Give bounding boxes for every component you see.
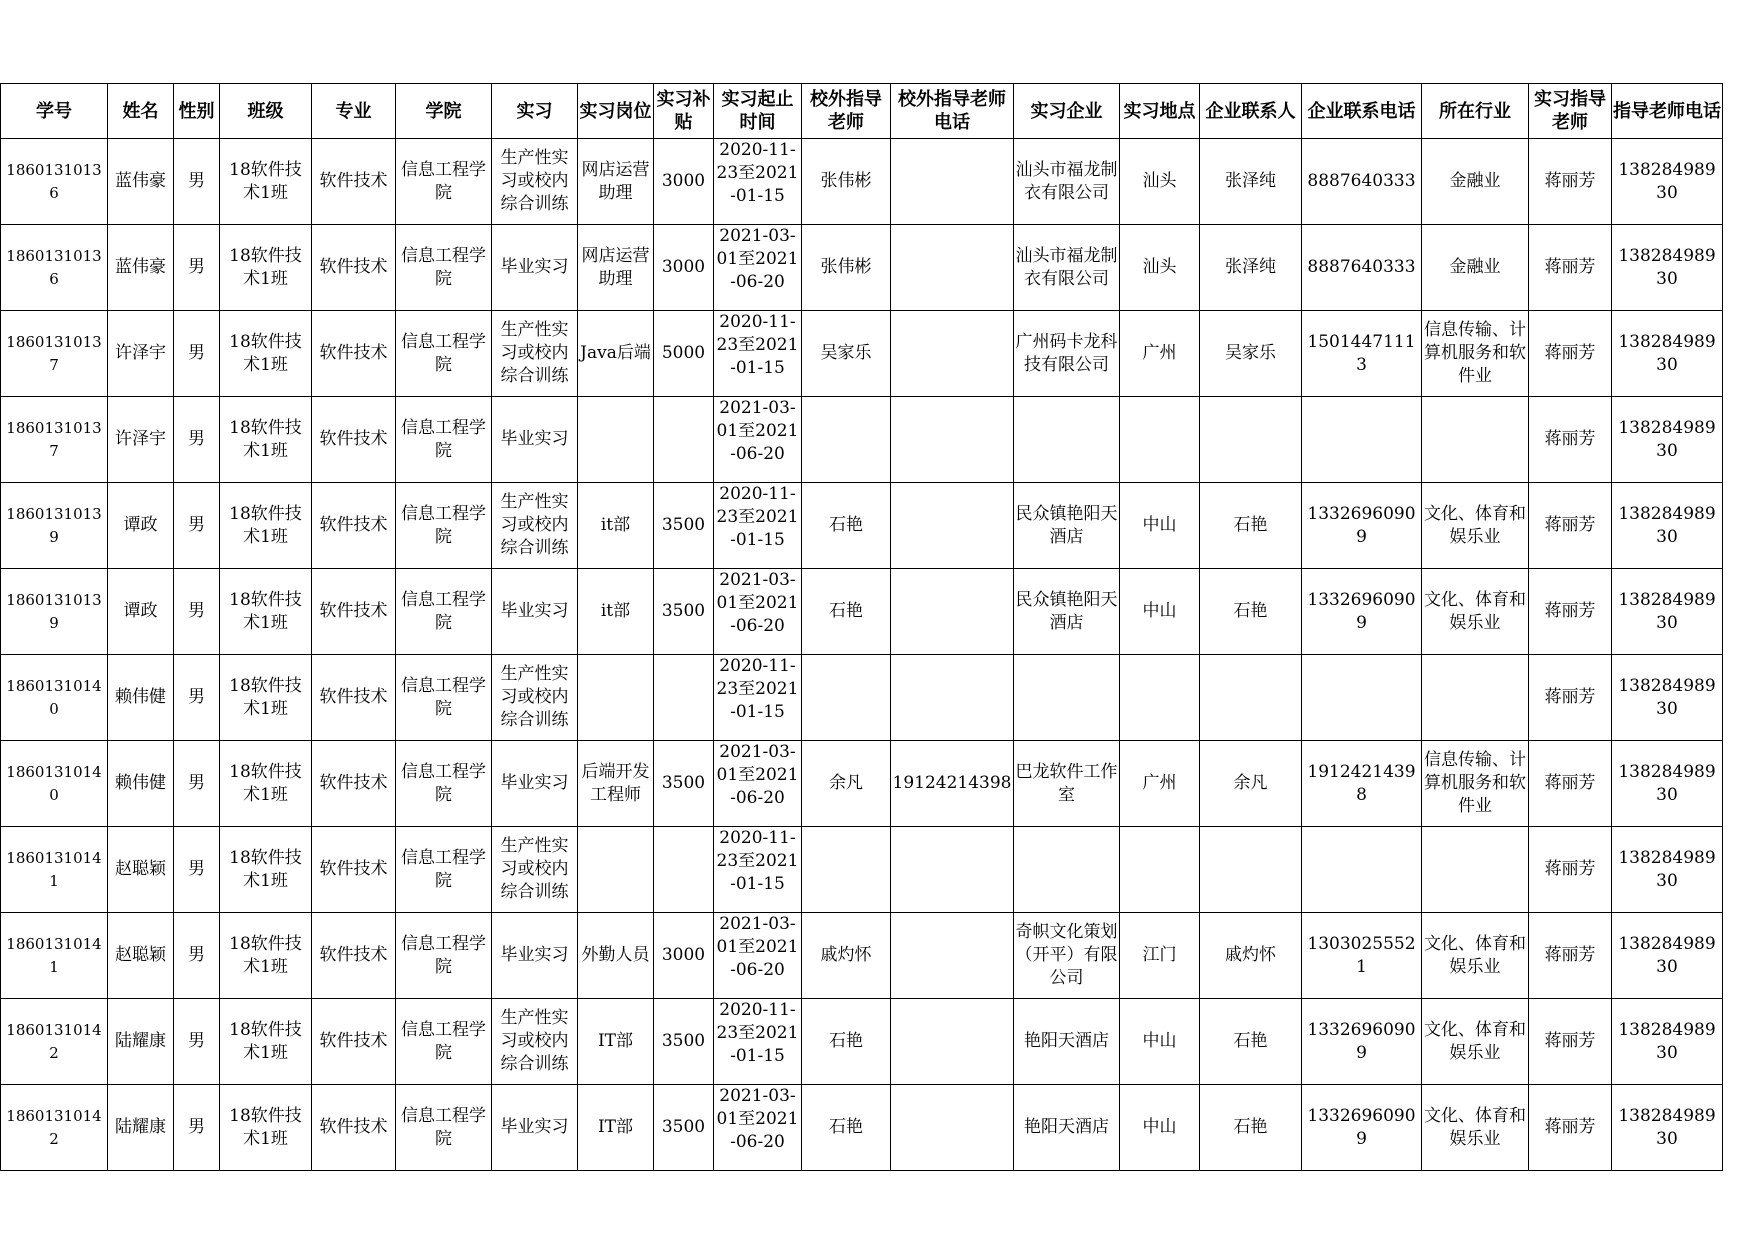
cell-external-advisor: 余凡: [802, 741, 891, 827]
cell-external-advisor-phone: [891, 655, 1014, 741]
cell-class: 18软件技术1班: [220, 569, 312, 655]
cell-gender: 男: [174, 569, 220, 655]
cell-class: 18软件技术1班: [220, 827, 312, 913]
cell-external-advisor-phone: [891, 913, 1014, 999]
cell-class: 18软件技术1班: [220, 999, 312, 1085]
cell-company-contact: [1200, 655, 1302, 741]
header-row: [1, 84, 1723, 139]
cell-class: 18软件技术1班: [220, 483, 312, 569]
cell-gender: 男: [174, 1085, 220, 1171]
cell-major: 软件技术: [312, 569, 396, 655]
cell-position: 外勤人员: [578, 913, 654, 999]
cell-allowance: 5000: [654, 311, 714, 397]
cell-date-range: [714, 569, 802, 655]
table-body: [1, 139, 1723, 1171]
cell-date-range: [714, 397, 802, 483]
cell-company-phone: 13326960909: [1302, 569, 1422, 655]
cell-class: 18软件技术1班: [220, 311, 312, 397]
cell-internship-type: 毕业实习: [492, 225, 578, 311]
cell-major: 软件技术: [312, 225, 396, 311]
cell-location: [1120, 827, 1200, 913]
header-industry: 所在行业: [1422, 84, 1529, 139]
cell-company: [1014, 397, 1120, 483]
cell-gender: 男: [174, 483, 220, 569]
cell-location: 中山: [1120, 999, 1200, 1085]
cell-class: 18软件技术1班: [220, 397, 312, 483]
date-range-text: 2020-11-23至2021-01-15: [716, 828, 799, 894]
cell-internship-type: 毕业实习: [492, 397, 578, 483]
cell-location: 广州: [1120, 741, 1200, 827]
cell-college: 信息工程学院: [396, 655, 492, 741]
cell-internship-teacher: 蒋丽芳: [1529, 569, 1612, 655]
cell-student-id: 18601310141: [1, 913, 108, 999]
cell-teacher-phone: 13828498930: [1612, 139, 1723, 225]
cell-external-advisor-phone: [891, 397, 1014, 483]
cell-location: 江门: [1120, 913, 1200, 999]
cell-teacher-phone: 13828498930: [1612, 397, 1723, 483]
cell-class: 18软件技术1班: [220, 139, 312, 225]
table-row: [1, 311, 1723, 397]
cell-company-contact: 张泽纯: [1200, 225, 1302, 311]
cell-industry: 文化、体育和娱乐业: [1422, 569, 1529, 655]
cell-position: 后端开发工程师: [578, 741, 654, 827]
cell-industry: 文化、体育和娱乐业: [1422, 483, 1529, 569]
header-name: 姓名: [108, 84, 174, 139]
cell-student-id: 18601310140: [1, 655, 108, 741]
cell-internship-type: 生产性实习或校内综合训练: [492, 827, 578, 913]
cell-allowance: 3500: [654, 741, 714, 827]
cell-date-range: [714, 311, 802, 397]
cell-major: 软件技术: [312, 999, 396, 1085]
table-row: [1, 741, 1723, 827]
cell-internship-type: 毕业实习: [492, 913, 578, 999]
cell-external-advisor: 张伟彬: [802, 139, 891, 225]
header-allowance: 实习补贴: [654, 84, 714, 139]
cell-company: 艳阳天酒店: [1014, 1085, 1120, 1171]
cell-student-id: 18601310141: [1, 827, 108, 913]
cell-company-contact: 石艳: [1200, 569, 1302, 655]
cell-name: 许泽宇: [108, 397, 174, 483]
cell-date-range: [714, 483, 802, 569]
cell-internship-type: 生产性实习或校内综合训练: [492, 139, 578, 225]
cell-industry: 信息传输、计算机服务和软件业: [1422, 311, 1529, 397]
internship-table: [0, 83, 1723, 1171]
cell-college: 信息工程学院: [396, 397, 492, 483]
table-row: [1, 483, 1723, 569]
cell-date-range: [714, 741, 802, 827]
cell-external-advisor-phone: [891, 1085, 1014, 1171]
date-range-text: 2020-11-23至2021-01-15: [716, 312, 799, 378]
header-company-contact: 企业联系人: [1200, 84, 1302, 139]
cell-location: 汕头: [1120, 225, 1200, 311]
cell-major: 软件技术: [312, 1085, 396, 1171]
cell-date-range: [714, 139, 802, 225]
cell-class: 18软件技术1班: [220, 913, 312, 999]
table-row: [1, 913, 1723, 999]
cell-position: IT部: [578, 999, 654, 1085]
cell-gender: 男: [174, 999, 220, 1085]
cell-internship-teacher: 蒋丽芳: [1529, 311, 1612, 397]
cell-company-phone: 13326960909: [1302, 483, 1422, 569]
cell-external-advisor-phone: [891, 569, 1014, 655]
cell-name: 蓝伟豪: [108, 139, 174, 225]
date-range-text: 2020-11-23至2021-01-15: [716, 1000, 799, 1066]
cell-date-range: [714, 655, 802, 741]
cell-gender: 男: [174, 913, 220, 999]
cell-allowance: [654, 655, 714, 741]
cell-teacher-phone: 13828498930: [1612, 483, 1723, 569]
cell-name: 谭政: [108, 569, 174, 655]
cell-external-advisor-phone: [891, 827, 1014, 913]
cell-teacher-phone: 13828498930: [1612, 311, 1723, 397]
cell-college: 信息工程学院: [396, 311, 492, 397]
cell-external-advisor-phone: [891, 999, 1014, 1085]
cell-industry: [1422, 397, 1529, 483]
cell-major: 软件技术: [312, 913, 396, 999]
cell-major: 软件技术: [312, 397, 396, 483]
cell-company-phone: [1302, 827, 1422, 913]
cell-company-contact: 张泽纯: [1200, 139, 1302, 225]
cell-company: 巴龙软件工作室: [1014, 741, 1120, 827]
cell-internship-teacher: 蒋丽芳: [1529, 999, 1612, 1085]
cell-position: 网店运营助理: [578, 225, 654, 311]
cell-external-advisor: 石艳: [802, 1085, 891, 1171]
cell-industry: 信息传输、计算机服务和软件业: [1422, 741, 1529, 827]
cell-industry: 文化、体育和娱乐业: [1422, 1085, 1529, 1171]
cell-teacher-phone: 13828498930: [1612, 569, 1723, 655]
cell-company-contact: [1200, 397, 1302, 483]
cell-company-contact: 吴家乐: [1200, 311, 1302, 397]
cell-allowance: 3500: [654, 483, 714, 569]
cell-external-advisor: [802, 655, 891, 741]
cell-student-id: 18601310140: [1, 741, 108, 827]
cell-internship-teacher: 蒋丽芳: [1529, 1085, 1612, 1171]
cell-student-id: 18601310142: [1, 999, 108, 1085]
cell-position: it部: [578, 569, 654, 655]
cell-company: 民众镇艳阳天酒店: [1014, 569, 1120, 655]
cell-teacher-phone: 13828498930: [1612, 913, 1723, 999]
cell-date-range: [714, 1085, 802, 1171]
cell-internship-teacher: 蒋丽芳: [1529, 139, 1612, 225]
cell-external-advisor: 石艳: [802, 483, 891, 569]
cell-external-advisor-phone: 19124214398: [891, 741, 1014, 827]
cell-college: 信息工程学院: [396, 225, 492, 311]
cell-external-advisor: 石艳: [802, 569, 891, 655]
cell-location: 广州: [1120, 311, 1200, 397]
cell-location: 中山: [1120, 569, 1200, 655]
cell-allowance: [654, 397, 714, 483]
cell-company-phone: 13030255521: [1302, 913, 1422, 999]
cell-name: 陆耀康: [108, 1085, 174, 1171]
header-internship-type: 实习: [492, 84, 578, 139]
cell-company: 奇帜文化策划（开平）有限公司: [1014, 913, 1120, 999]
cell-external-advisor: 吴家乐: [802, 311, 891, 397]
date-range-text: 2021-03-01至2021-06-20: [716, 1086, 799, 1152]
cell-allowance: 3000: [654, 913, 714, 999]
table-row: [1, 569, 1723, 655]
header-location: 实习地点: [1120, 84, 1200, 139]
cell-internship-type: 生产性实习或校内综合训练: [492, 999, 578, 1085]
cell-internship-teacher: 蒋丽芳: [1529, 397, 1612, 483]
cell-class: 18软件技术1班: [220, 1085, 312, 1171]
cell-industry: [1422, 655, 1529, 741]
cell-location: 中山: [1120, 1085, 1200, 1171]
cell-external-advisor-phone: [891, 139, 1014, 225]
cell-teacher-phone: 13828498930: [1612, 655, 1723, 741]
cell-internship-teacher: 蒋丽芳: [1529, 827, 1612, 913]
date-range-text: 2021-03-01至2021-06-20: [716, 570, 799, 636]
date-range-text: 2020-11-23至2021-01-15: [716, 140, 799, 206]
table-row: [1, 999, 1723, 1085]
cell-gender: 男: [174, 139, 220, 225]
cell-date-range: [714, 913, 802, 999]
cell-internship-teacher: 蒋丽芳: [1529, 483, 1612, 569]
date-range-text: 2021-03-01至2021-06-20: [716, 226, 799, 292]
cell-industry: 文化、体育和娱乐业: [1422, 913, 1529, 999]
table-row: [1, 827, 1723, 913]
cell-company-contact: 石艳: [1200, 483, 1302, 569]
cell-company-phone: 8887640333: [1302, 139, 1422, 225]
cell-major: 软件技术: [312, 311, 396, 397]
cell-college: 信息工程学院: [396, 569, 492, 655]
cell-name: 蓝伟豪: [108, 225, 174, 311]
cell-company-contact: 余凡: [1200, 741, 1302, 827]
cell-class: 18软件技术1班: [220, 741, 312, 827]
cell-internship-teacher: 蒋丽芳: [1529, 225, 1612, 311]
header-date-range: 实习起止时间: [714, 84, 802, 139]
cell-student-id: 18601310136: [1, 139, 108, 225]
cell-internship-type: 生产性实习或校内综合训练: [492, 311, 578, 397]
cell-teacher-phone: 13828498930: [1612, 1085, 1723, 1171]
cell-industry: 文化、体育和娱乐业: [1422, 999, 1529, 1085]
cell-industry: [1422, 827, 1529, 913]
cell-teacher-phone: 13828498930: [1612, 827, 1723, 913]
cell-company: 广州码卡龙科技有限公司: [1014, 311, 1120, 397]
cell-company: [1014, 655, 1120, 741]
cell-college: 信息工程学院: [396, 999, 492, 1085]
cell-student-id: 18601310139: [1, 483, 108, 569]
header-position: 实习岗位: [578, 84, 654, 139]
date-range-text: 2020-11-23至2021-01-15: [716, 656, 799, 722]
header-student-id: 学号: [1, 84, 108, 139]
cell-date-range: [714, 225, 802, 311]
date-range-text: 2021-03-01至2021-06-20: [716, 914, 799, 980]
header-company: 实习企业: [1014, 84, 1120, 139]
cell-location: 中山: [1120, 483, 1200, 569]
cell-internship-teacher: 蒋丽芳: [1529, 655, 1612, 741]
cell-company-contact: 石艳: [1200, 999, 1302, 1085]
cell-major: 软件技术: [312, 483, 396, 569]
cell-company-phone: 13326960909: [1302, 1085, 1422, 1171]
header-external-advisor-phone: 校外指导老师电话: [891, 84, 1014, 139]
date-range-text: 2021-03-01至2021-06-20: [716, 398, 799, 464]
cell-industry: 金融业: [1422, 139, 1529, 225]
cell-external-advisor-phone: [891, 483, 1014, 569]
table-row: [1, 225, 1723, 311]
cell-class: 18软件技术1班: [220, 655, 312, 741]
table-row: [1, 1085, 1723, 1171]
cell-college: 信息工程学院: [396, 1085, 492, 1171]
cell-name: 陆耀康: [108, 999, 174, 1085]
cell-company-contact: 石艳: [1200, 1085, 1302, 1171]
cell-allowance: 3500: [654, 569, 714, 655]
cell-company: [1014, 827, 1120, 913]
cell-allowance: 3500: [654, 1085, 714, 1171]
cell-student-id: 18601310136: [1, 225, 108, 311]
cell-external-advisor: 石艳: [802, 999, 891, 1085]
cell-company: 汕头市福龙制衣有限公司: [1014, 139, 1120, 225]
cell-college: 信息工程学院: [396, 741, 492, 827]
cell-college: 信息工程学院: [396, 827, 492, 913]
header-company-phone: 企业联系电话: [1302, 84, 1422, 139]
cell-teacher-phone: 13828498930: [1612, 225, 1723, 311]
cell-name: 赵聪颖: [108, 827, 174, 913]
cell-company: 汕头市福龙制衣有限公司: [1014, 225, 1120, 311]
cell-company-phone: 13326960909: [1302, 999, 1422, 1085]
cell-location: [1120, 397, 1200, 483]
cell-position: [578, 397, 654, 483]
cell-gender: 男: [174, 655, 220, 741]
cell-industry: 金融业: [1422, 225, 1529, 311]
cell-major: 软件技术: [312, 827, 396, 913]
cell-internship-type: 毕业实习: [492, 1085, 578, 1171]
cell-student-id: 18601310139: [1, 569, 108, 655]
cell-student-id: 18601310137: [1, 397, 108, 483]
header-teacher-phone: 指导老师电话: [1612, 84, 1723, 139]
cell-class: 18软件技术1班: [220, 225, 312, 311]
cell-gender: 男: [174, 397, 220, 483]
cell-college: 信息工程学院: [396, 139, 492, 225]
table-row: [1, 655, 1723, 741]
cell-position: [578, 655, 654, 741]
cell-external-advisor: 戚灼怀: [802, 913, 891, 999]
cell-teacher-phone: 13828498930: [1612, 741, 1723, 827]
cell-name: 谭政: [108, 483, 174, 569]
cell-company-phone: [1302, 655, 1422, 741]
cell-allowance: 3000: [654, 225, 714, 311]
cell-allowance: 3000: [654, 139, 714, 225]
cell-position: Java后端: [578, 311, 654, 397]
cell-location: [1120, 655, 1200, 741]
cell-student-id: 18601310142: [1, 1085, 108, 1171]
cell-allowance: 3500: [654, 999, 714, 1085]
cell-college: 信息工程学院: [396, 913, 492, 999]
cell-student-id: 18601310137: [1, 311, 108, 397]
cell-gender: 男: [174, 311, 220, 397]
cell-name: 许泽宇: [108, 311, 174, 397]
internship-sheet: [0, 83, 1723, 1171]
cell-company-phone: 8887640333: [1302, 225, 1422, 311]
header-class: 班级: [220, 84, 312, 139]
header-external-advisor: 校外指导老师: [802, 84, 891, 139]
cell-position: 网店运营助理: [578, 139, 654, 225]
cell-internship-type: 毕业实习: [492, 741, 578, 827]
cell-gender: 男: [174, 225, 220, 311]
cell-internship-teacher: 蒋丽芳: [1529, 913, 1612, 999]
cell-major: 软件技术: [312, 139, 396, 225]
cell-external-advisor: 张伟彬: [802, 225, 891, 311]
cell-major: 软件技术: [312, 655, 396, 741]
cell-name: 赖伟健: [108, 741, 174, 827]
table-row: [1, 397, 1723, 483]
cell-external-advisor-phone: [891, 311, 1014, 397]
cell-name: 赖伟健: [108, 655, 174, 741]
cell-company: 艳阳天酒店: [1014, 999, 1120, 1085]
cell-external-advisor: [802, 397, 891, 483]
cell-college: 信息工程学院: [396, 483, 492, 569]
cell-company-phone: 15014471113: [1302, 311, 1422, 397]
cell-name: 赵聪颖: [108, 913, 174, 999]
table-row: [1, 139, 1723, 225]
cell-position: [578, 827, 654, 913]
header-internship-teacher: 实习指导老师: [1529, 84, 1612, 139]
cell-gender: 男: [174, 827, 220, 913]
cell-external-advisor-phone: [891, 225, 1014, 311]
cell-location: 汕头: [1120, 139, 1200, 225]
cell-date-range: [714, 999, 802, 1085]
cell-gender: 男: [174, 741, 220, 827]
cell-internship-type: 生产性实习或校内综合训练: [492, 655, 578, 741]
cell-teacher-phone: 13828498930: [1612, 999, 1723, 1085]
cell-company-contact: [1200, 827, 1302, 913]
cell-company-phone: 19124214398: [1302, 741, 1422, 827]
cell-company-phone: [1302, 397, 1422, 483]
cell-external-advisor: [802, 827, 891, 913]
date-range-text: 2021-03-01至2021-06-20: [716, 742, 799, 808]
cell-date-range: [714, 827, 802, 913]
cell-internship-teacher: 蒋丽芳: [1529, 741, 1612, 827]
date-range-text: 2020-11-23至2021-01-15: [716, 484, 799, 550]
header-major: 专业: [312, 84, 396, 139]
header-gender: 性别: [174, 84, 220, 139]
cell-internship-type: 毕业实习: [492, 569, 578, 655]
cell-internship-type: 生产性实习或校内综合训练: [492, 483, 578, 569]
cell-company: 民众镇艳阳天酒店: [1014, 483, 1120, 569]
header-college: 学院: [396, 84, 492, 139]
cell-company-contact: 戚灼怀: [1200, 913, 1302, 999]
cell-position: IT部: [578, 1085, 654, 1171]
cell-major: 软件技术: [312, 741, 396, 827]
cell-allowance: [654, 827, 714, 913]
cell-position: it部: [578, 483, 654, 569]
